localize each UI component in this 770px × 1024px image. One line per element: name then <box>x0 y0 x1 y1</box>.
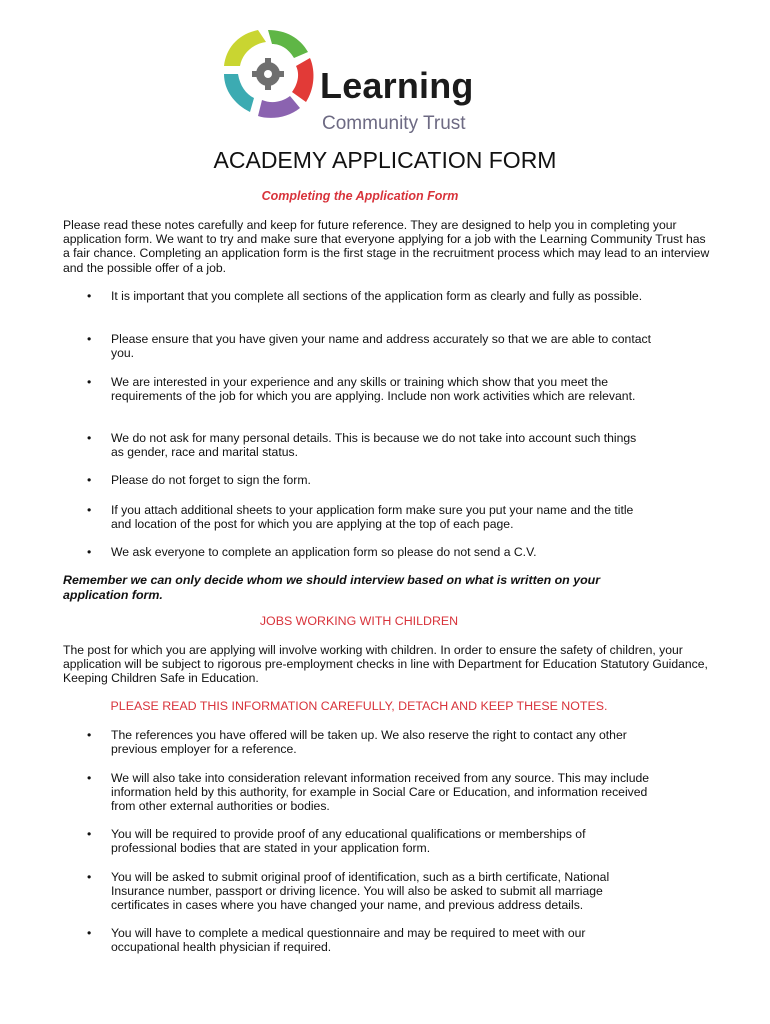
bullet-icon: • <box>87 870 92 884</box>
bullet-icon: • <box>87 289 92 303</box>
remember-note: Remember we can only decide whom we should interview based on what is written on your application form. <box>63 573 601 602</box>
jobs-heading: JOBS WORKING WITH CHILDREN <box>259 614 459 628</box>
trust-logo <box>222 28 512 134</box>
bullet-icon: • <box>87 375 92 389</box>
bullet-icon: • <box>87 431 92 445</box>
bullet-icon: • <box>87 545 92 559</box>
detach-notice-heading: PLEASE READ THIS INFORMATION CAREFULLY, DETACH AND KEEP THESE NOTES. <box>110 699 608 713</box>
bullet-icon: • <box>87 503 92 517</box>
jobs-paragraph: The post for which you are applying will involve working with children. In order to ensure the safety of children, your application will be subject to rigorous pre-employment checks in line with Department for Education Statutory Guidance, Keeping Children Safe in Education. <box>63 643 708 686</box>
bullet-icon: • <box>87 332 92 346</box>
bullet-icon: • <box>87 827 92 841</box>
bullet-icon: • <box>87 728 92 742</box>
logo-word-learning: Learning <box>320 65 474 106</box>
document-page: Learning Community Trust ACADEMY APPLICATION FORM Completing the Application Form Please read these notes carefully and keep for future reference. They are designed to help you in completing your application form. We want to try and make sure that everyone applying for a job with the Learning Community Trust has a fair chance. Completing an application form is the first stage in the recruitment process which may lead to an interview and the possible offer of a job. • It is important that you complete all sections of the application form as clearly and fully as possible. • Please ensure that you have given your name and address accurately so that we are able to contact you. • We are interested in your experience and any skills or training which show that you meet the requirements of the job for which you are applying. Include non work activities which are relevant. • We do not ask for many personal details. This is because we do not take into account such things as gender, race and marital status. • Please do not forget to sign the form. • If you attach additional sheets to your application form make sure you put your name and the title and location of the post for which you are applying at the top of each page. • We ask everyone to complete an application form so please do not send a C.V. Remember we can only decide whom we should interview based on what is written on your application form. JOBS WORKING WITH CHILDREN The post for which you are applying will involve working with children. In order to ensure the safety of children, your application will be subject to rigorous pre-employment checks in line with Department for Education Statutory Guidance, Keeping Children Safe in Education. PLEASE READ THIS INFORMATION CAREFULLY, DETACH AND KEEP THESE NOTES. • The references you have offered will be taken up. We also reserve the right to contact any other previous employer for a reference. • We will also take into consideration relevant information received from any source. This may include information held by this authority, for example in Social Care or Education, and information received from other external authorities or bodies. • You will be required to provide proof of any educational qualifications or memberships of professional bodies that are stated in your application form. • You will be asked to submit original proof of identification, such as a birth certificate, National Insurance number, passport or driving licence. You will also be asked to submit all marriage certificates in cases where you have changed your name, and previous address details. • You will have to complete a medical questionnaire and may be required to meet with our occupational health physician if required. <box>0 0 770 1024</box>
bullet-icon: • <box>87 926 92 940</box>
trust-logo-mark-icon <box>222 28 322 120</box>
logo-word-community-trust: Community Trust <box>322 113 466 134</box>
page-title: ACADEMY APPLICATION FORM <box>213 147 557 173</box>
section-subtitle: Completing the Application Form <box>261 189 459 203</box>
bullet-icon: • <box>87 771 92 785</box>
intro-paragraph: Please read these notes carefully and keep for future reference. They are designed to help you in completing your application form. We want to try and make sure that everyone applying for a job with the Learning Community Trust has a fair chance. Completing an application form is the first stage in the recruitment process which may lead to an interview and the possible offer of a job. <box>63 218 710 275</box>
bullet-icon: • <box>87 473 92 487</box>
